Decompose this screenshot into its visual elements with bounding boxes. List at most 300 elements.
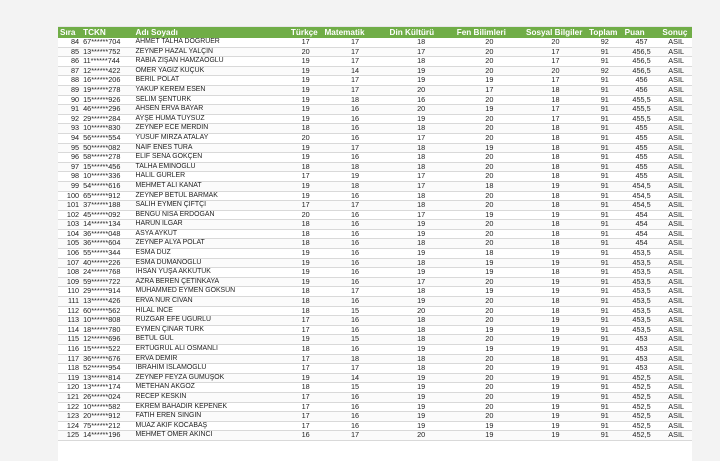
cell-name: AHSEN ERVA BAYAR: [134, 105, 289, 115]
cell-name: ERTUĞRUL ALİ OSMANLI: [134, 345, 289, 355]
cell-name: MUHAMMED EYMEN GÖKSÜN: [134, 287, 289, 297]
cell-puan: 453: [623, 354, 661, 364]
cell-fen-bilimleri: 20: [455, 162, 524, 172]
table-row: [58, 38, 692, 47]
cell-turkce: 19: [289, 373, 323, 383]
table-row: [58, 306, 692, 316]
cell-matematik: 16: [322, 133, 387, 143]
cell-sonuc: ASIL: [660, 85, 692, 95]
cell-sira: 119: [58, 373, 81, 383]
cell-turkce: 18: [289, 239, 323, 249]
cell-sosyal-bilgiler: 18: [524, 85, 587, 95]
cell-name: FATİH EREN SİNGİN: [134, 412, 289, 422]
table-row: [58, 191, 692, 201]
cell-sira: 97: [58, 162, 81, 172]
cell-turkce: 18: [289, 124, 323, 134]
cell-name: SALİH EYMEN ÇİFTÇİ: [134, 201, 289, 211]
cell-turkce: 17: [289, 172, 323, 182]
cell-tckn: 29******914: [81, 287, 133, 297]
cell-name: RÜZGAR EFE UĞURLU: [134, 316, 289, 326]
header-matematik: Matematik: [322, 27, 387, 38]
cell-fen-bilimleri: 20: [455, 373, 524, 383]
cell-din-kulturu: 19: [388, 421, 455, 431]
cell-puan: 453: [623, 335, 661, 345]
cell-name: ESMA DÜZ: [134, 249, 289, 259]
cell-sosyal-bilgiler: 18: [524, 297, 587, 307]
cell-toplam: 91: [587, 325, 623, 335]
cell-sosyal-bilgiler: 19: [524, 421, 587, 431]
cell-toplam: 91: [587, 210, 623, 220]
cell-sira: 104: [58, 229, 81, 239]
cell-tckn: 12******422: [81, 66, 133, 76]
cell-matematik: 16: [322, 268, 387, 278]
cell-puan: 455: [623, 133, 661, 143]
cell-sira: 114: [58, 325, 81, 335]
cell-toplam: 91: [587, 47, 623, 57]
cell-sonuc: ASIL: [660, 364, 692, 374]
cell-puan: 452,5: [623, 373, 661, 383]
cell-puan: 452,5: [623, 412, 661, 422]
cell-fen-bilimleri: 20: [455, 124, 524, 134]
cell-turkce: 17: [289, 354, 323, 364]
cell-toplam: 92: [587, 66, 623, 76]
cell-sonuc: ASIL: [660, 38, 692, 47]
table-row: [58, 239, 692, 249]
cell-din-kulturu: 17: [388, 210, 455, 220]
cell-name: MEHMET ALİ KANAT: [134, 181, 289, 191]
cell-matematik: 17: [322, 143, 387, 153]
table-row: [58, 402, 692, 412]
table-row: [58, 57, 692, 67]
table-row: [58, 431, 692, 441]
cell-tckn: 46******296: [81, 105, 133, 115]
cell-sonuc: ASIL: [660, 57, 692, 67]
header-toplam: Toplam: [587, 27, 623, 38]
cell-toplam: 91: [587, 287, 623, 297]
cell-turkce: 18: [289, 306, 323, 316]
cell-turkce: 17: [289, 316, 323, 326]
cell-puan: 454,5: [623, 201, 661, 211]
cell-sira: 113: [58, 316, 81, 326]
cell-matematik: 16: [322, 258, 387, 268]
cell-toplam: 91: [587, 229, 623, 239]
table-row: [58, 421, 692, 431]
cell-fen-bilimleri: 19: [455, 105, 524, 115]
table-row: [58, 220, 692, 230]
cell-turkce: 20: [289, 47, 323, 57]
cell-turkce: 19: [289, 105, 323, 115]
header-din-kulturu: Din Kültürü: [388, 27, 455, 38]
cell-puan: 454,5: [623, 181, 661, 191]
cell-puan: 452,5: [623, 431, 661, 441]
cell-matematik: 17: [322, 201, 387, 211]
cell-din-kulturu: 18: [388, 258, 455, 268]
cell-din-kulturu: 18: [388, 354, 455, 364]
cell-sonuc: ASIL: [660, 412, 692, 422]
cell-sosyal-bilgiler: 19: [524, 431, 587, 441]
cell-din-kulturu: 18: [388, 143, 455, 153]
cell-sonuc: ASIL: [660, 345, 692, 355]
cell-toplam: 92: [587, 38, 623, 47]
cell-toplam: 91: [587, 316, 623, 326]
cell-sonuc: ASIL: [660, 431, 692, 441]
cell-turkce: 16: [289, 431, 323, 441]
cell-sonuc: ASIL: [660, 249, 692, 259]
cell-toplam: 91: [587, 239, 623, 249]
cell-turkce: 18: [289, 297, 323, 307]
cell-name: METEHAN AKGÖZ: [134, 383, 289, 393]
cell-din-kulturu: 19: [388, 297, 455, 307]
cell-sosyal-bilgiler: 17: [524, 105, 587, 115]
cell-din-kulturu: 20: [388, 431, 455, 441]
cell-toplam: 91: [587, 220, 623, 230]
cell-fen-bilimleri: 20: [455, 114, 524, 124]
cell-matematik: 16: [322, 220, 387, 230]
cell-matematik: 16: [322, 345, 387, 355]
cell-sira: 85: [58, 47, 81, 57]
cell-name: MEHMET ÖMER AKINCI: [134, 431, 289, 441]
cell-sosyal-bilgiler: 17: [524, 47, 587, 57]
cell-tckn: 19******278: [81, 85, 133, 95]
cell-sonuc: ASIL: [660, 76, 692, 86]
cell-name: EKREM BAHADIR KEPENEK: [134, 402, 289, 412]
cell-sira: 86: [58, 57, 81, 67]
cell-sosyal-bilgiler: 18: [524, 268, 587, 278]
cell-din-kulturu: 17: [388, 172, 455, 182]
table-row: [58, 105, 692, 115]
cell-sosyal-bilgiler: 19: [524, 181, 587, 191]
cell-sonuc: ASIL: [660, 133, 692, 143]
cell-matematik: 16: [322, 153, 387, 163]
cell-name: HALİL GÜRLER: [134, 172, 289, 182]
cell-fen-bilimleri: 20: [455, 38, 524, 47]
table-row: [58, 181, 692, 191]
cell-matematik: 16: [322, 210, 387, 220]
cell-fen-bilimleri: 20: [455, 66, 524, 76]
header-sosyal-bilgiler: Sosyal Bilgiler: [524, 27, 587, 38]
cell-sosyal-bilgiler: 18: [524, 201, 587, 211]
cell-name: BENGÜ NİSA ERDOĞAN: [134, 210, 289, 220]
table-header-row: [58, 27, 692, 38]
cell-fen-bilimleri: 19: [455, 287, 524, 297]
cell-sosyal-bilgiler: 19: [524, 383, 587, 393]
cell-fen-bilimleri: 19: [455, 268, 524, 278]
cell-din-kulturu: 19: [388, 392, 455, 402]
cell-turkce: 19: [289, 268, 323, 278]
cell-fen-bilimleri: 20: [455, 153, 524, 163]
cell-sosyal-bilgiler: 18: [524, 306, 587, 316]
cell-din-kulturu: 17: [388, 47, 455, 57]
cell-puan: 455: [623, 143, 661, 153]
cell-tckn: 10******830: [81, 124, 133, 134]
cell-matematik: 17: [322, 431, 387, 441]
cell-puan: 455: [623, 162, 661, 172]
cell-tckn: 16******206: [81, 76, 133, 86]
cell-puan: 456: [623, 76, 661, 86]
cell-din-kulturu: 17: [388, 277, 455, 287]
cell-puan: 453,5: [623, 287, 661, 297]
cell-sira: 111: [58, 297, 81, 307]
cell-tckn: 50******082: [81, 143, 133, 153]
cell-fen-bilimleri: 20: [455, 316, 524, 326]
cell-name: ERVA DEMİR: [134, 354, 289, 364]
cell-turkce: 19: [289, 95, 323, 105]
cell-matematik: 16: [322, 392, 387, 402]
cell-turkce: 18: [289, 287, 323, 297]
cell-sira: 91: [58, 105, 81, 115]
cell-name: ZEYNEP HAZAL YALÇIN: [134, 47, 289, 57]
cell-sonuc: ASIL: [660, 373, 692, 383]
cell-toplam: 91: [587, 354, 623, 364]
cell-name: AYŞE HÜMA TÜYSÜZ: [134, 114, 289, 124]
cell-sonuc: ASIL: [660, 124, 692, 134]
cell-puan: 454: [623, 239, 661, 249]
cell-sonuc: ASIL: [660, 114, 692, 124]
cell-sira: 87: [58, 66, 81, 76]
cell-tckn: 24******768: [81, 268, 133, 278]
cell-fen-bilimleri: 20: [455, 191, 524, 201]
cell-name: İBRAHİM İSLAMOĞLU: [134, 364, 289, 374]
cell-sosyal-bilgiler: 18: [524, 162, 587, 172]
cell-turkce: 17: [289, 392, 323, 402]
cell-din-kulturu: 20: [388, 306, 455, 316]
table-row: [58, 383, 692, 393]
cell-turkce: 17: [289, 201, 323, 211]
header-fen-bilimleri: Fen Bilimleri: [455, 27, 524, 38]
cell-sira: 100: [58, 191, 81, 201]
cell-tckn: 12******696: [81, 335, 133, 345]
cell-puan: 453,5: [623, 316, 661, 326]
cell-tckn: 67******704: [81, 38, 133, 47]
cell-tckn: 20******912: [81, 412, 133, 422]
cell-sonuc: ASIL: [660, 325, 692, 335]
cell-sosyal-bilgiler: 19: [524, 364, 587, 374]
cell-din-kulturu: 18: [388, 364, 455, 374]
cell-name: BERİL POLAT: [134, 76, 289, 86]
cell-din-kulturu: 19: [388, 402, 455, 412]
table-row: [58, 114, 692, 124]
cell-sira: 116: [58, 345, 81, 355]
cell-sonuc: ASIL: [660, 162, 692, 172]
cell-sira: 94: [58, 133, 81, 143]
cell-din-kulturu: 19: [388, 220, 455, 230]
table-row: [58, 229, 692, 239]
cell-matematik: 16: [322, 229, 387, 239]
cell-turkce: 19: [289, 335, 323, 345]
cell-puan: 453,5: [623, 258, 661, 268]
cell-turkce: 18: [289, 383, 323, 393]
cell-sonuc: ASIL: [660, 191, 692, 201]
cell-toplam: 91: [587, 191, 623, 201]
cell-sira: 105: [58, 239, 81, 249]
cell-matematik: 16: [322, 297, 387, 307]
cell-sira: 106: [58, 249, 81, 259]
cell-toplam: 91: [587, 181, 623, 191]
cell-tckn: 58******278: [81, 153, 133, 163]
cell-sira: 117: [58, 354, 81, 364]
cell-name: MUAZ AKİF KOCABAŞ: [134, 421, 289, 431]
cell-tckn: 65******912: [81, 191, 133, 201]
cell-turkce: 19: [289, 181, 323, 191]
cell-tckn: 36******048: [81, 229, 133, 239]
cell-tckn: 60******562: [81, 306, 133, 316]
cell-din-kulturu: 18: [388, 201, 455, 211]
cell-puan: 454: [623, 229, 661, 239]
cell-fen-bilimleri: 20: [455, 201, 524, 211]
cell-sosyal-bilgiler: 17: [524, 114, 587, 124]
cell-name: YAKUP KEREM ESEN: [134, 85, 289, 95]
cell-fen-bilimleri: 20: [455, 392, 524, 402]
cell-din-kulturu: 19: [388, 412, 455, 422]
cell-din-kulturu: 19: [388, 249, 455, 259]
results-table: [58, 27, 692, 441]
cell-fen-bilimleri: 19: [455, 210, 524, 220]
cell-puan: 453: [623, 364, 661, 374]
cell-tckn: 18******780: [81, 325, 133, 335]
cell-sonuc: ASIL: [660, 201, 692, 211]
cell-fen-bilimleri: 20: [455, 306, 524, 316]
cell-matematik: 16: [322, 114, 387, 124]
cell-toplam: 91: [587, 277, 623, 287]
cell-sira: 99: [58, 181, 81, 191]
cell-din-kulturu: 17: [388, 133, 455, 143]
cell-tckn: 10******808: [81, 316, 133, 326]
cell-name: TALHA EMİNOĞLU: [134, 162, 289, 172]
cell-name: ZEYNEP ECE MERDİN: [134, 124, 289, 134]
cell-fen-bilimleri: 20: [455, 172, 524, 182]
cell-toplam: 91: [587, 153, 623, 163]
cell-toplam: 91: [587, 431, 623, 441]
cell-din-kulturu: 19: [388, 345, 455, 355]
cell-fen-bilimleri: 20: [455, 47, 524, 57]
cell-sonuc: ASIL: [660, 95, 692, 105]
cell-sonuc: ASIL: [660, 306, 692, 316]
cell-sira: 98: [58, 172, 81, 182]
cell-turkce: 19: [289, 249, 323, 259]
cell-sira: 123: [58, 412, 81, 422]
cell-turkce: 20: [289, 210, 323, 220]
cell-turkce: 19: [289, 277, 323, 287]
cell-toplam: 91: [587, 364, 623, 374]
cell-matematik: 17: [322, 57, 387, 67]
cell-sira: 102: [58, 210, 81, 220]
cell-din-kulturu: 19: [388, 76, 455, 86]
cell-tckn: 14******134: [81, 220, 133, 230]
cell-toplam: 91: [587, 143, 623, 153]
cell-toplam: 91: [587, 124, 623, 134]
cell-din-kulturu: 19: [388, 229, 455, 239]
cell-toplam: 91: [587, 383, 623, 393]
cell-turkce: 17: [289, 402, 323, 412]
page-left-margin: [0, 26, 58, 461]
table-row: [58, 249, 692, 259]
cell-puan: 452,5: [623, 392, 661, 402]
cell-sosyal-bilgiler: 19: [524, 325, 587, 335]
cell-fen-bilimleri: 19: [455, 431, 524, 441]
cell-fen-bilimleri: 20: [455, 383, 524, 393]
cell-tckn: 13******174: [81, 383, 133, 393]
cell-sosyal-bilgiler: 18: [524, 172, 587, 182]
cell-name: SELİM ŞENTÜRK: [134, 95, 289, 105]
cell-sira: 96: [58, 153, 81, 163]
table-row: [58, 210, 692, 220]
cell-fen-bilimleri: 19: [455, 345, 524, 355]
cell-sira: 88: [58, 76, 81, 86]
cell-fen-bilimleri: 20: [455, 133, 524, 143]
cell-sira: 109: [58, 277, 81, 287]
table-row: [58, 124, 692, 134]
cell-sosyal-bilgiler: 19: [524, 402, 587, 412]
cell-sira: 84: [58, 38, 81, 47]
cell-toplam: 91: [587, 421, 623, 431]
cell-din-kulturu: 18: [388, 162, 455, 172]
table-row: [58, 66, 692, 76]
cell-sonuc: ASIL: [660, 47, 692, 57]
cell-name: ÖMER YAĞIZ KÜÇÜK: [134, 66, 289, 76]
page-top-margin: [0, 0, 720, 27]
cell-toplam: 91: [587, 57, 623, 67]
cell-puan: 453: [623, 345, 661, 355]
cell-name: ASYA AYKUT: [134, 229, 289, 239]
cell-matematik: 14: [322, 66, 387, 76]
cell-sira: 103: [58, 220, 81, 230]
cell-sira: 101: [58, 201, 81, 211]
cell-puan: 453,5: [623, 297, 661, 307]
cell-puan: 452,5: [623, 421, 661, 431]
table-row: [58, 201, 692, 211]
cell-matematik: 16: [322, 191, 387, 201]
cell-sonuc: ASIL: [660, 354, 692, 364]
cell-matematik: 18: [322, 162, 387, 172]
cell-din-kulturu: 19: [388, 268, 455, 278]
cell-turkce: 19: [289, 66, 323, 76]
header-tckn: TCKN: [81, 27, 133, 38]
table-row: [58, 258, 692, 268]
table-row: [58, 287, 692, 297]
cell-turkce: 18: [289, 229, 323, 239]
cell-toplam: 91: [587, 201, 623, 211]
cell-sonuc: ASIL: [660, 105, 692, 115]
cell-matematik: 18: [322, 95, 387, 105]
cell-name: ZEYNEP BETÜL BARMAK: [134, 191, 289, 201]
table-row: [58, 85, 692, 95]
cell-tckn: 37******188: [81, 201, 133, 211]
cell-toplam: 91: [587, 268, 623, 278]
cell-fen-bilimleri: 20: [455, 364, 524, 374]
cell-toplam: 91: [587, 172, 623, 182]
table-row: [58, 316, 692, 326]
cell-sonuc: ASIL: [660, 316, 692, 326]
cell-matematik: 16: [322, 325, 387, 335]
cell-fen-bilimleri: 18: [455, 181, 524, 191]
cell-name: EYMEN ÇINAR TÜRK: [134, 325, 289, 335]
cell-puan: 453,5: [623, 277, 661, 287]
cell-sonuc: ASIL: [660, 229, 692, 239]
cell-din-kulturu: 20: [388, 85, 455, 95]
cell-sira: 90: [58, 95, 81, 105]
cell-sosyal-bilgiler: 18: [524, 95, 587, 105]
cell-fen-bilimleri: 20: [455, 412, 524, 422]
cell-matematik: 17: [322, 85, 387, 95]
cell-sira: 112: [58, 306, 81, 316]
cell-name: AHMET TALHA DOĞRUER: [134, 38, 289, 47]
cell-sira: 110: [58, 287, 81, 297]
cell-din-kulturu: 18: [388, 239, 455, 249]
cell-tckn: 15******456: [81, 162, 133, 172]
cell-tckn: 45******092: [81, 210, 133, 220]
cell-name: BETÜL GÜL: [134, 335, 289, 345]
cell-tckn: 55******344: [81, 249, 133, 259]
